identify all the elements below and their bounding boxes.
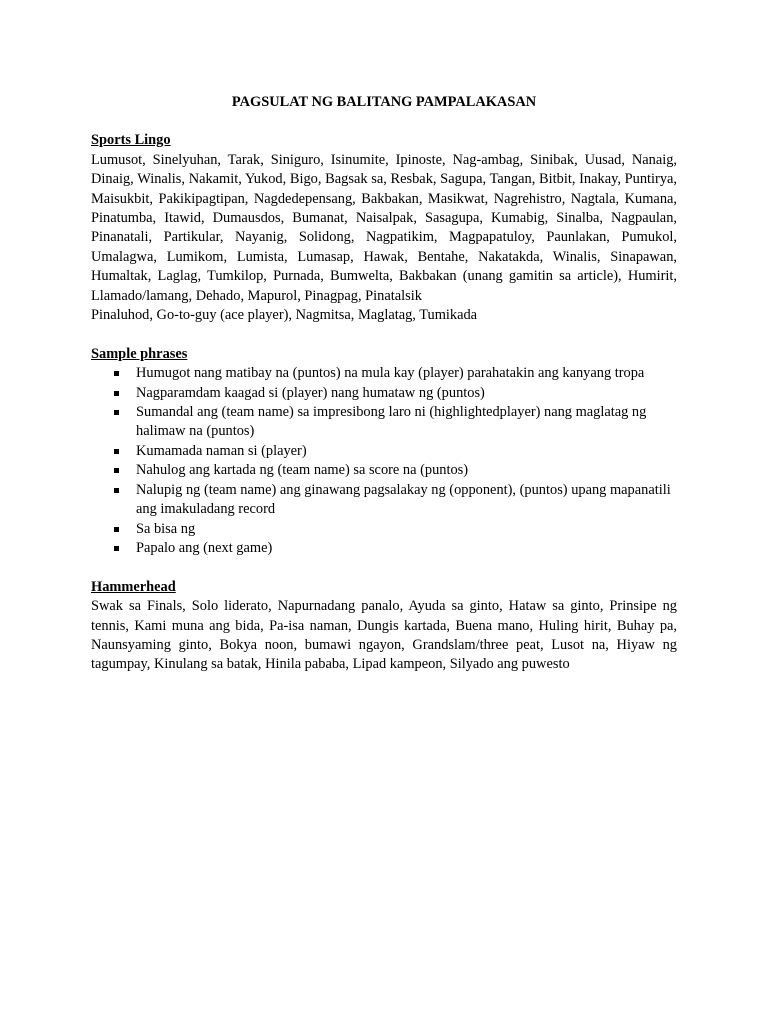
sample-phrases-list: [91, 364, 677, 558]
square-bullet-icon: [114, 410, 119, 415]
list-item: [91, 384, 677, 403]
list-item-text: Humugot nang matibay na (puntos) na mula kay (player) parahatakin ang kanyang tropa: [136, 365, 645, 382]
list-item: [91, 403, 677, 442]
list-item-text: Kumamada naman si (player): [136, 442, 307, 459]
list-item-text: Nahulog ang kartada ng (team name) sa score na (puntos): [136, 462, 469, 479]
square-bullet-icon: [114, 527, 119, 532]
sample-phrases-heading: Sample phrases: [91, 345, 188, 362]
sports-lingo-body-last-line: Pinaluhod, Go-to-guy (ace player), Nagmitsa, Maglatag, Tumikada: [91, 307, 478, 324]
square-bullet-icon: [114, 391, 119, 396]
list-item: [91, 481, 677, 520]
hammerhead-body: Swak sa Finals, Solo liderato, Napurnadang panalo, Ayuda sa ginto, Hataw sa ginto, Prinsipe ng tennis, Kami muna ang bida, Pa-isa naman, Dungis kartada, Buena mano, Huling hirit, Buhay pa, Naunsyaming ginto, Bokya noon, bumawi ngayon, Grandslam/three peat, Lusot na, Hiyaw ng tagumpay, Kinulang sa batak, Hinila pababa, Lipad kampeon, Silyado ang puwesto: [91, 598, 677, 673]
document-title: PAGSULAT NG BALITANG PAMPALAKASAN: [231, 94, 537, 110]
list-item: [91, 539, 677, 558]
list-item: [91, 442, 677, 461]
section-spacer: [91, 325, 677, 344]
list-item: [91, 364, 677, 383]
square-bullet-icon: [114, 371, 119, 376]
section-spacer: [91, 558, 677, 577]
square-bullet-icon: [114, 468, 119, 473]
list-item: [91, 520, 677, 539]
square-bullet-icon: [114, 488, 119, 493]
list-item-text: Papalo ang (next game): [136, 539, 273, 556]
sports-lingo-heading: Sports Lingo: [91, 132, 171, 149]
document-page: [91, 93, 677, 675]
square-bullet-icon: [114, 449, 119, 454]
hammerhead-heading: Hammerhead: [91, 578, 176, 595]
list-item-text: Nalupig ng (team name) ang ginawang pagsalakay ng (opponent), (puntos) upang mapanatili ang imakuladang record: [136, 481, 671, 518]
list-item-text: Sa bisa ng: [136, 520, 196, 537]
list-item: [91, 461, 677, 480]
list-item-text: Nagparamdam kaagad si (player) nang humataw ng (puntos): [136, 384, 485, 401]
sports-lingo-body: Lumusot, Sinelyuhan, Tarak, Siniguro, Isinumite, Ipinoste, Nag-ambag, Sinibak, Uusad, Nanaig, Dinaig, Winalis, Nakamit, Yukod, Bigo, Bagsak sa, Resbak, Sagupa, Tangan, Bitbit, Inakay, Puntirya, Maisukbit, Pakikipagtipan, Nagdedepensang, Bakbakan, Masikwat, Nagrehistro, Nagtala, Kumana, Pinatumba, Itawid, Dumausdos, Bumanat, Naisalpak, Sasagupa, Kumabig, Sinalba, Nagpaulan, Pinanatali, Partikular, Nayanig, Solidong, Nagpatikim, Magpapatuloy, Paunlakan, Pumukol, Umalagwa, Lumikom, Lumista, Lumasap, Hawak, Bentahe, Nakatakda, Winalis, Sinapawan, Humaltak, Laglag, Tumkilop, Purnada, Bumwelta, Bakbakan (unang gamitin sa article), Humirit, Llamado/lamang, Dehado, Mapurol, Pinagpag, Pinatalsik: [91, 151, 677, 304]
square-bullet-icon: [114, 546, 119, 551]
list-item-text: Sumandal ang (team name) sa impresibong laro ni (highlightedplayer) nang maglatag ng halimaw na (puntos): [136, 404, 647, 440]
